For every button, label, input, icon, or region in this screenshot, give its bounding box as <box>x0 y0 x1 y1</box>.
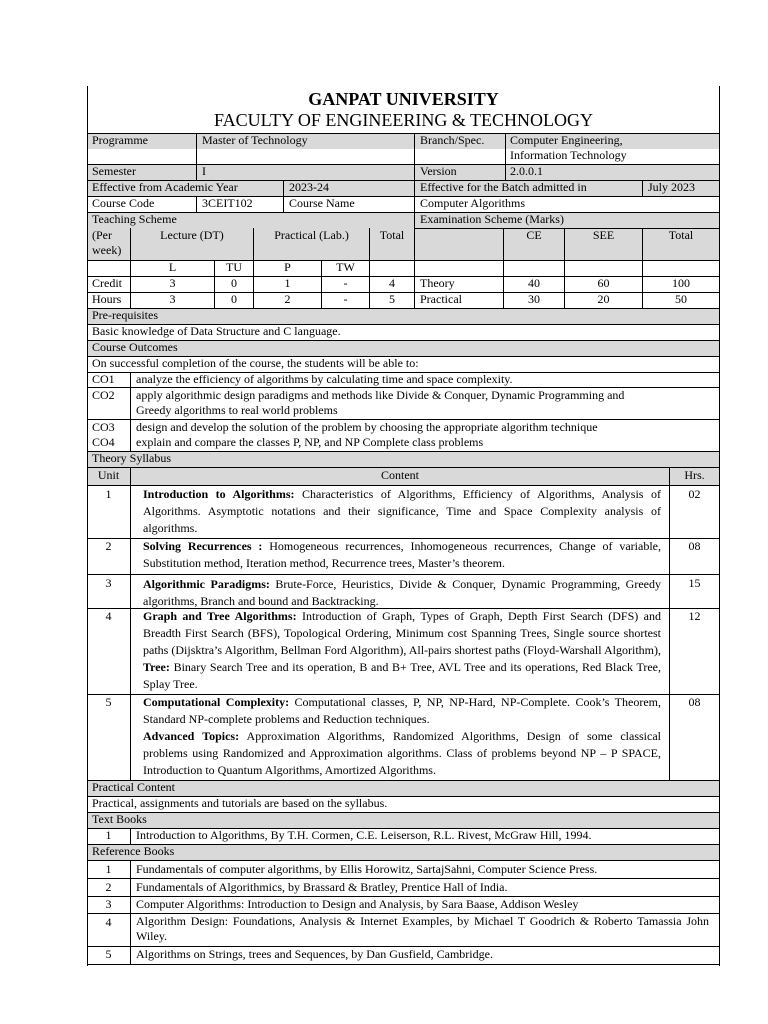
credit-p: 1 <box>284 276 291 290</box>
outcomes-label: Course Outcomes <box>92 340 178 354</box>
textbook-1-number: 1 <box>105 828 112 842</box>
credit-label: Credit <box>92 276 122 290</box>
effective-year-value: 2023-24 <box>289 180 329 194</box>
co2-text-line2: Greedy algorithms to real world problems <box>136 403 338 417</box>
unit-4-title: Graph and Tree Algorithms: <box>143 609 297 623</box>
unit-4-content <box>143 608 661 693</box>
prereq-label: Pre-requisites <box>92 308 158 322</box>
hours-total: 5 <box>389 292 395 306</box>
unit-1-title: Introduction to Algorithms: <box>143 487 295 501</box>
unit-1-content <box>143 486 661 537</box>
reference-2-number: 2 <box>105 880 112 894</box>
unit-3-text: Brute-Force, Heuristics, Divide & Conquer, Dynamic Programming, Greedy algorithms, Branch and bound and Backtracking. <box>143 577 661 608</box>
unit-2-hrs: 08 <box>688 539 701 553</box>
reference-4-text: Algorithm Design: Foundations, Analysis & Internet Examples, by Michael T Goodrich & Roberto Tamassia John Wiley. <box>136 914 709 943</box>
see-header: SEE <box>592 228 615 242</box>
hours-p: 2 <box>284 292 291 306</box>
practical-lab-header: Practical (Lab.) <box>274 228 349 242</box>
effective-year-label: Effective from Academic Year <box>92 180 238 194</box>
hours-tw: - <box>343 292 348 306</box>
faculty-title: FACULTY OF ENGINEERING & TECHNOLOGY <box>214 110 593 130</box>
unit-3-title: Algorithmic Paradigms: <box>143 577 270 591</box>
unit-4-title2: Tree: <box>143 660 170 674</box>
university-title: GANPAT UNIVERSITY <box>308 89 499 109</box>
unit-3-hrs: 15 <box>688 576 701 590</box>
theory-label: Theory <box>420 276 455 290</box>
co2-text-line1: apply algorithmic design paradigms and methods like Divide & Conquer, Dynamic Programming and <box>136 388 625 402</box>
programme-value: Master of Technology <box>202 133 308 147</box>
teaching-scheme-label: Teaching Scheme <box>92 212 177 226</box>
unit-3-content <box>143 576 661 610</box>
co2-code: CO2 <box>92 388 115 402</box>
per-week-line1: (Per <box>92 228 112 242</box>
branch-value-2: Information Technology <box>510 148 627 162</box>
sub-header-tu: TU <box>226 260 242 274</box>
reference-5-text: Algorithms on Strings, trees and Sequences, by Dan Gusfield, Cambridge. <box>136 947 493 961</box>
unit-5-text: Computational classes, P, NP, NP-Hard, NP-Complete. Cook’s Theorem, Standard NP-complete problems and Reduction techniques. <box>143 695 661 726</box>
credit-tw: - <box>343 276 348 290</box>
sub-header-p: P <box>284 260 291 274</box>
syllabus-document <box>87 86 720 966</box>
unit-4-text: Introduction of Graph, Types of Graph, Depth First Search (DFS) and Breadth First Search (BFS), Topological Ordering, Minimum cost Spanning Trees, Single source shortest paths (Dijsktra’s Algorithm, Bellman Ford Algorithm), All-pairs shortest paths (Floyd-Warshall Algorithm), <box>143 609 662 657</box>
textbooks-label: Text Books <box>92 812 147 826</box>
sub-header-tw: TW <box>336 260 355 274</box>
unit-5-content <box>143 694 661 779</box>
unit-2-number: 2 <box>105 539 112 553</box>
programme-label: Programme <box>92 133 148 147</box>
unit-4-hrs: 12 <box>688 609 701 623</box>
outcomes-intro: On successful completion of the course, the students will be able to: <box>92 356 419 370</box>
credit-tu: 0 <box>231 276 237 290</box>
hours-tu: 0 <box>231 292 237 306</box>
version-value: 2.0.0.1 <box>510 164 543 178</box>
unit-2-content <box>143 538 661 572</box>
hours-l: 3 <box>169 292 176 306</box>
reference-1-number: 1 <box>105 862 112 876</box>
ce-header: CE <box>526 228 542 242</box>
batch-label: Effective for the Batch admitted in <box>420 180 587 194</box>
credit-l: 3 <box>169 276 176 290</box>
unit-5-title: Computational Complexity: <box>143 695 290 709</box>
lecture-header: Lecture (DT) <box>160 228 224 242</box>
theory-see: 60 <box>597 276 610 290</box>
unit-4-number: 4 <box>105 609 112 623</box>
unit-5-hrs: 08 <box>688 695 701 709</box>
course-name-value: Computer Algorithms <box>420 196 525 210</box>
reference-4-number: 4 <box>105 915 112 929</box>
prereq-text: Basic knowledge of Data Structure and C language. <box>92 324 341 338</box>
co1-code: CO1 <box>92 372 115 386</box>
branch-value-1: Computer Engineering, <box>510 133 623 147</box>
teaching-total-header: Total <box>379 228 405 242</box>
unit-1-text: Characteristics of Algorithms, Efficiency of Algorithms, Analysis of Algorithms. Asymptotic notations and their significance, Time and Space Complexity analysis of algorithms. <box>143 487 661 535</box>
co4-text: explain and compare the classes P, NP, and NP Complete class problems <box>136 435 484 449</box>
course-code-value: 3CEIT102 <box>202 196 253 210</box>
syllabus-label: Theory Syllabus <box>92 451 171 465</box>
practical-total: 50 <box>675 292 687 306</box>
semester-value: I <box>202 164 206 178</box>
course-code-label: Course Code <box>92 196 155 210</box>
unit-3-number: 3 <box>105 576 112 590</box>
practical-see: 20 <box>597 292 610 306</box>
exam-total-header: Total <box>668 228 694 242</box>
semester-label: Semester <box>92 164 136 178</box>
reference-3-text: Computer Algorithms: Introduction to Design and Analysis, by Sara Baase, Addison Wesley <box>136 897 579 911</box>
theory-total: 100 <box>672 276 690 290</box>
practical-label: Practical <box>420 292 462 306</box>
col-hrs-header: Hrs. <box>684 468 705 482</box>
sub-header-l: L <box>168 260 177 274</box>
batch-value: July 2023 <box>648 180 696 194</box>
col-unit-header: Unit <box>97 468 120 482</box>
unit-5-title2: Advanced Topics: <box>143 729 240 743</box>
exam-scheme-label: Examination Scheme (Marks) <box>420 212 564 226</box>
practical-ce: 30 <box>528 292 540 306</box>
unit-2-title: Solving Recurrences : <box>143 539 263 553</box>
per-week-line2: week) <box>92 243 122 257</box>
version-label: Version <box>420 164 457 178</box>
col-content-header: Content <box>381 468 419 482</box>
hours-label: Hours <box>92 292 122 306</box>
textbook-1-text: Introduction to Algorithms, By T.H. Cormen, C.E. Leiserson, R.L. Rivest, McGraw Hill, 1994. <box>136 828 592 842</box>
theory-ce: 40 <box>528 276 540 290</box>
unit-5-number: 5 <box>105 695 112 709</box>
unit-2-text: Homogeneous recurrences, Inhomogeneous recurrences, Change of variable, Substitution method, Iteration method, Recurrence trees, Master’s theorem. <box>143 539 661 570</box>
reference-1-text: Fundamentals of computer algorithms, by Ellis Horowitz, SartajSahni, Computer Science Press. <box>136 862 598 876</box>
unit-1-hrs: 02 <box>688 487 701 501</box>
co1-text: analyze the efficiency of algorithms by calculating time and space complexity. <box>136 372 513 386</box>
co3-code: CO3 <box>92 420 115 434</box>
co3-text: design and develop the solution of the problem by choosing the appropriate algorithm technique <box>136 420 598 434</box>
unit-5-text2: Approximation Algorithms, Randomized Algorithms, Design of some classical problems using Randomized and Approximation algorithms. Class of problems beyond NP – P SPACE, Introduction to Quantum Algorithms, Amortized Algorithms. <box>143 729 661 777</box>
reference-3-number: 3 <box>105 897 112 911</box>
references-label: Reference Books <box>92 844 175 858</box>
branch-label: Branch/Spec. <box>420 133 485 147</box>
practical-content-label: Practical Content <box>92 780 175 794</box>
reference-5-number: 5 <box>105 947 112 961</box>
reference-2-text: Fundamentals of Algorithmics, by Brassard & Bratley, Prentice Hall of India. <box>136 880 508 894</box>
practical-content-text: Practical, assignments and tutorials are based on the syllabus. <box>92 796 388 810</box>
unit-4-text2: Binary Search Tree and its operation, B and B+ Tree, AVL Tree and its operations, Red Black Tree, Splay Tree. <box>143 660 661 691</box>
unit-1-number: 1 <box>105 487 112 501</box>
course-name-label: Course Name <box>289 196 355 210</box>
credit-total: 4 <box>389 276 395 290</box>
co4-code: CO4 <box>92 435 115 449</box>
